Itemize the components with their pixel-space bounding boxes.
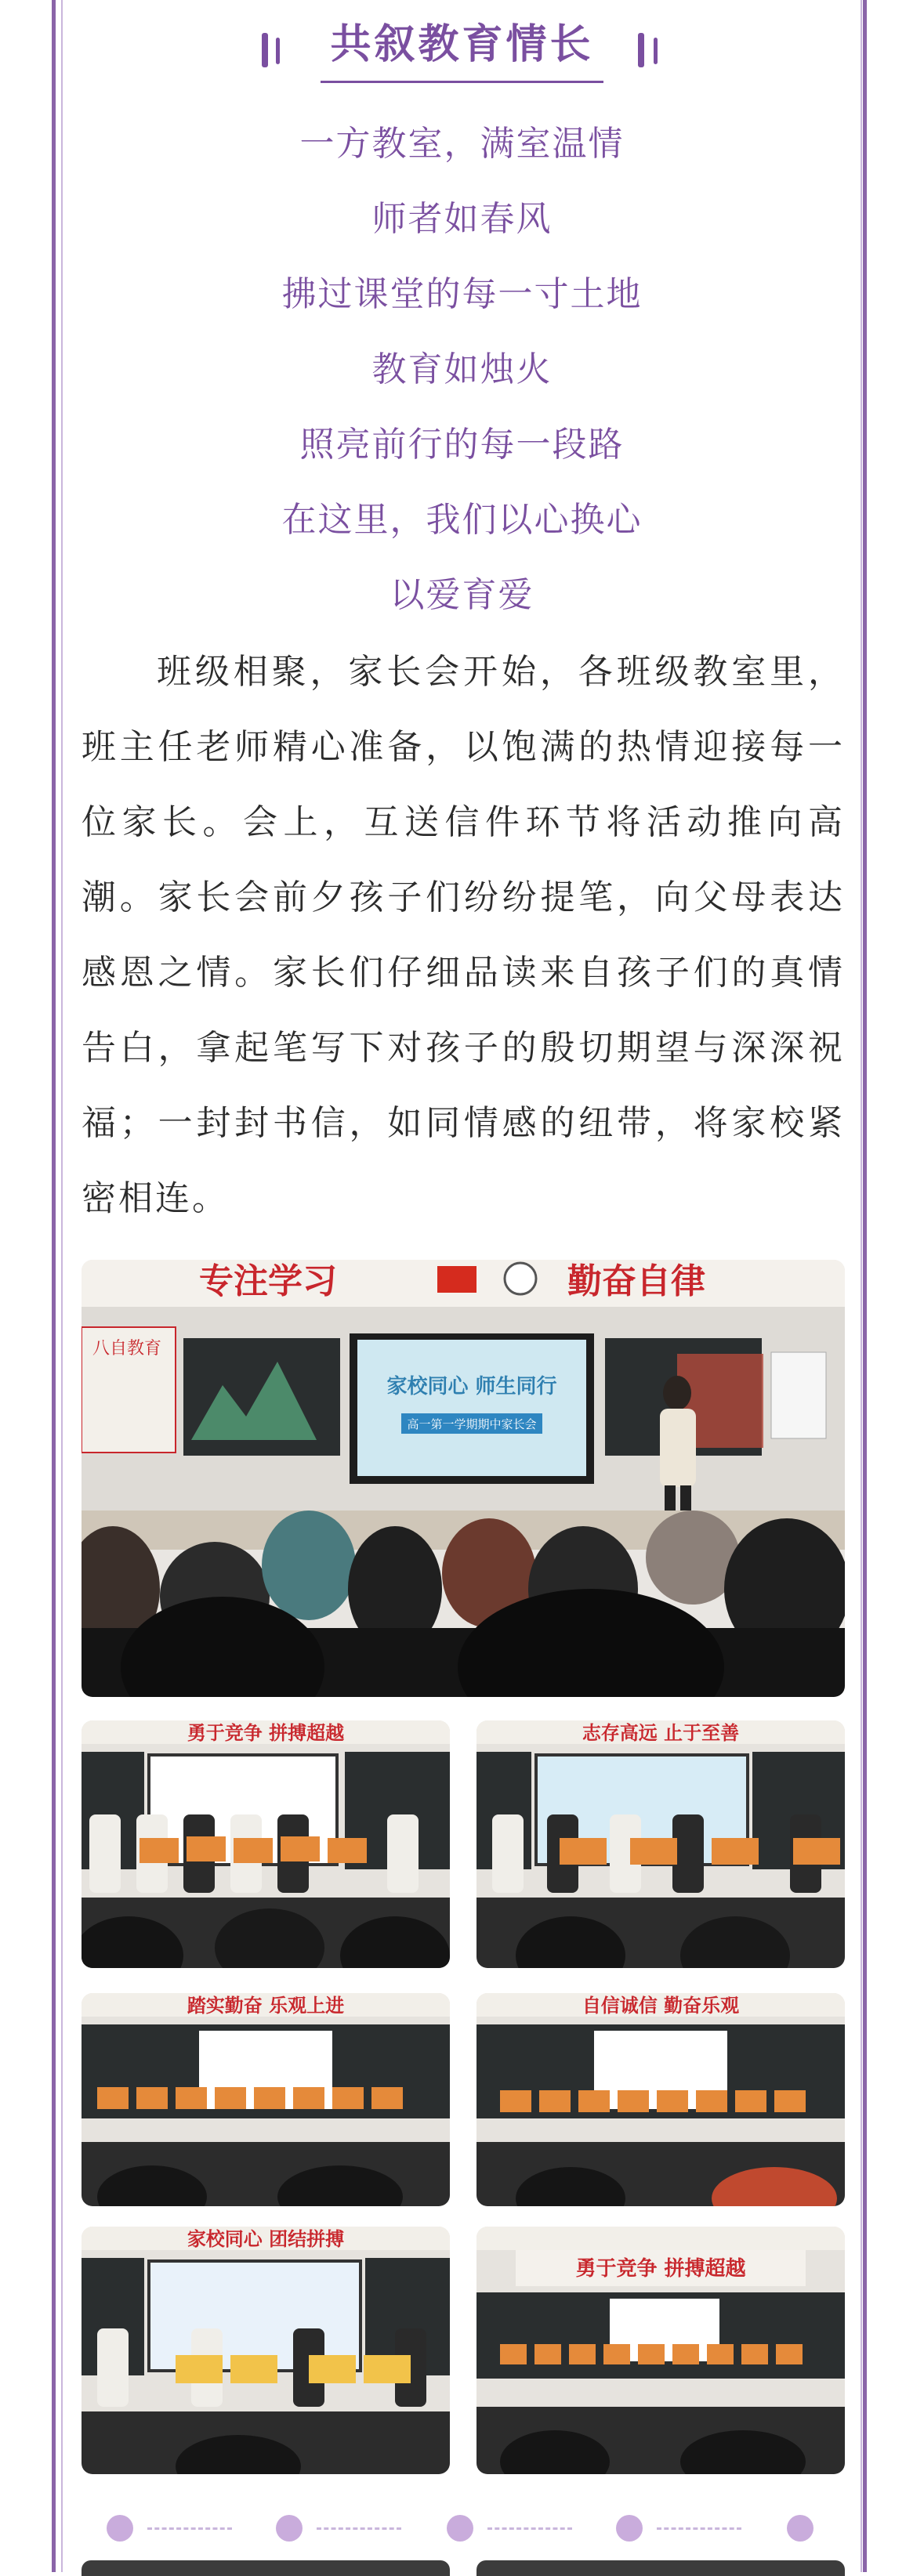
next-photo-peek-right (476, 2560, 845, 2576)
classroom-photo-6-illustration (476, 2227, 845, 2474)
classroom-photo-3-illustration (82, 1993, 450, 2206)
separator-dash (487, 2527, 572, 2530)
section-title: 共叙教育情长 (321, 11, 603, 83)
poem-line: 以爱育爱 (390, 575, 534, 615)
separator-dash (317, 2527, 401, 2530)
separator-dot (616, 2515, 643, 2542)
classroom-photo-1[interactable] (82, 1720, 450, 1968)
photo-banner: 自信诚信 勤奋乐观 (582, 1995, 740, 2017)
separator-dot (447, 2515, 473, 2542)
photo-banner: 勇于竞争 拼搏超越 (575, 2257, 746, 2281)
classroom-photo-main[interactable] (82, 1260, 845, 1697)
photo-banner: 勇于竞争 拼搏超越 (187, 1722, 345, 1744)
poem-line: 师者如春风 (371, 199, 553, 239)
poem-line: 拂过课堂的每一寸土地 (281, 274, 643, 314)
separator-dash (657, 2527, 741, 2530)
classroom-photo-5[interactable] (82, 2227, 450, 2474)
title-bar-left-small (276, 38, 280, 64)
next-photo-peek-left (82, 2560, 450, 2576)
poem-line: 教育如烛火 (371, 349, 553, 389)
photo-banner: 踏实勤奋 乐观上进 (187, 1995, 345, 2017)
title-bar-right (638, 33, 644, 67)
classroom-photo-6[interactable] (476, 2227, 845, 2474)
separator-dot (787, 2515, 813, 2542)
separator-dot (276, 2515, 303, 2542)
screen-subtitle: 高一第一学期期中家长会 (407, 1417, 537, 1431)
classroom-photo-1-illustration (82, 1720, 450, 1968)
poem-line: 照亮前行的每一段路 (299, 425, 625, 465)
poem-line: 在这里，我们以心换心 (281, 500, 643, 540)
separator-dot (107, 2515, 133, 2542)
classroom-photo-illustration (82, 1260, 845, 1697)
classroom-photo-5-illustration (82, 2227, 450, 2474)
dot-separator (82, 2504, 845, 2551)
poem-line: 一方教室，满室温情 (299, 124, 625, 164)
classroom-photo-2[interactable] (476, 1720, 845, 1968)
photo-board-label: 八自教育 (92, 1339, 162, 1359)
classroom-photo-2-illustration (476, 1720, 845, 1968)
separator-dash (147, 2527, 232, 2530)
classroom-photo-3[interactable] (82, 1993, 450, 2206)
title-bar-right-small (654, 38, 658, 64)
photo-banner: 志存高远 止于至善 (582, 1722, 740, 1744)
photo-banner-left: 专注学习 (199, 1261, 337, 1301)
section-header (0, 11, 924, 83)
classroom-photo-4[interactable] (476, 1993, 845, 2206)
screen-title: 家校同心 师生同行 (386, 1375, 557, 1398)
photo-banner: 家校同心 团结拼搏 (187, 2228, 345, 2250)
body-paragraph: 班级相聚，家长会开始，各班级教室里，班主任老师精心准备，以饱满的热情迎接每一位家长。会上，互送信件环节将活动推向高潮。家长会前夕孩子们纷纷提笔，向父母表达感恩之情。家长们仔细品读来自孩子们的真情告白，拿起笔写下对孩子的殷切期望与深深祝福；一封封书信，如同情感的纽带，将家校紧密相连。 (82, 652, 845, 1218)
classroom-photo-4-illustration (476, 1993, 845, 2206)
poem (0, 116, 924, 642)
photo-banner-right: 勤奋自律 (567, 1261, 705, 1301)
title-bar-left (262, 33, 268, 67)
